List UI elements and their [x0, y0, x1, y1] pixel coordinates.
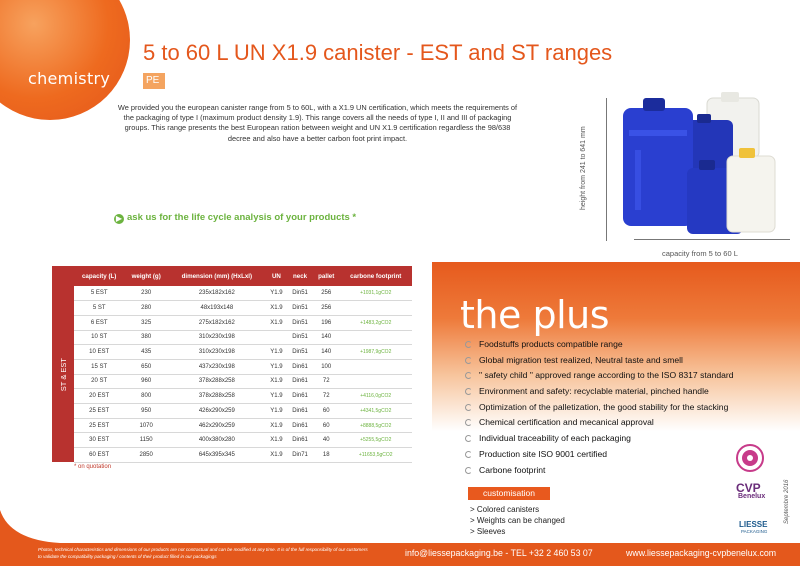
plus-item [465, 370, 734, 386]
plus-item-text: Carbone footprint [479, 464, 546, 475]
table-cell: +11653,5gCO2 [339, 448, 412, 463]
table-cell: +5255,5gCO2 [339, 433, 412, 448]
table-cell: Din61 [287, 359, 313, 374]
table-header-cell: dimension (mm) (HxLxl) [168, 266, 266, 286]
table-cell: Din51 [287, 345, 313, 360]
table-row [52, 389, 412, 404]
plus-item [465, 402, 734, 418]
bullet-icon [465, 372, 472, 379]
table-header-cell: neck [287, 266, 313, 286]
table-cell [339, 359, 412, 374]
table-cell: 400x380x280 [168, 433, 266, 448]
table-cell: 462x290x259 [168, 418, 266, 433]
table-cell: +8888,5gCO2 [339, 418, 412, 433]
table-cell: 25 EST [74, 404, 124, 419]
table-cell [339, 374, 412, 389]
bullet-icon [465, 451, 472, 458]
table-cell: 256 [313, 286, 339, 301]
table-cell: 20 ST [74, 374, 124, 389]
logo-benelux-text: Benelux [738, 493, 766, 500]
table-cell: Din61 [287, 433, 313, 448]
table-row [52, 286, 412, 301]
table-cell: Din51 [287, 330, 313, 345]
material-badge: PE [143, 73, 165, 89]
customisation-item: > Weights can be changed [470, 516, 565, 525]
table-side-label [52, 286, 74, 462]
table-header-cell: weight (g) [124, 266, 168, 286]
table-row [52, 301, 412, 316]
table-cell: 48x193x148 [168, 301, 266, 316]
table-cell: 310x230x198 [168, 345, 266, 360]
customisation-list [470, 504, 565, 537]
bullet-icon [465, 388, 472, 395]
logo-packaging-text: PACKAGING [741, 529, 768, 534]
table-cell: 10 EST [74, 345, 124, 360]
table-cell: +4116,0gCO2 [339, 389, 412, 404]
table-footnote: * on quotation [74, 464, 112, 470]
plus-item [465, 433, 734, 449]
table-cell: X1.9 [266, 418, 287, 433]
table-cell: 800 [124, 389, 168, 404]
table-cell: Y1.9 [266, 404, 287, 419]
plus-item [465, 449, 734, 465]
table-cell: 645x395x345 [168, 448, 266, 463]
table-cell: 230 [124, 286, 168, 301]
section-label: chemistry [28, 69, 111, 88]
table-side-text: ST & EST [58, 357, 68, 391]
table-cell: 256 [313, 301, 339, 316]
table-cell: 426x290x259 [168, 404, 266, 419]
table-cell: Din61 [287, 404, 313, 419]
customisation-item: > Colored canisters [470, 505, 540, 514]
table-cell [339, 330, 412, 345]
table-row [52, 315, 412, 330]
table-cell: Din61 [287, 389, 313, 404]
footer-contact[interactable]: info@liessepackaging.be - TEL +32 2 460 53 07 [405, 548, 593, 558]
plus-item-text: " safety child " approved range according to the ISO 8317 standard [479, 370, 734, 381]
table-cell: 72 [313, 374, 339, 389]
table-row [52, 345, 412, 360]
table-cell: 20 EST [74, 389, 124, 404]
table-cell: 1070 [124, 418, 168, 433]
table-cell: 60 [313, 404, 339, 419]
lca-link[interactable] [114, 212, 356, 224]
bullet-icon [465, 357, 472, 364]
lca-link-text: ask us for the life cycle analysis of your products * [127, 212, 357, 223]
table-header-cell: capacity (L) [74, 266, 124, 286]
table-cell: 140 [313, 330, 339, 345]
table-cell: Din71 [287, 448, 313, 463]
plus-item [465, 339, 734, 355]
table-row [52, 330, 412, 345]
plus-item [465, 386, 734, 402]
table-cell: 18 [313, 448, 339, 463]
table-row [52, 359, 412, 374]
table-cell: 72 [313, 389, 339, 404]
plus-title: the plus [460, 293, 610, 337]
table-cell: 25 EST [74, 418, 124, 433]
plus-item [465, 417, 734, 433]
table-cell [266, 330, 287, 345]
plus-item-text: Production site ISO 9001 certified [479, 448, 608, 459]
table-cell: Din51 [287, 286, 313, 301]
table-cell: Y1.9 [266, 389, 287, 404]
table-cell: X1.9 [266, 448, 287, 463]
arrow-right-icon: ▶ [115, 214, 123, 223]
table-header-spacer [52, 266, 74, 286]
table-cell: Din51 [287, 301, 313, 316]
table-cell: Din61 [287, 418, 313, 433]
table-cell: 235x182x162 [168, 286, 266, 301]
table-cell: 280 [124, 301, 168, 316]
table-row [52, 448, 412, 463]
table-cell: Din61 [287, 374, 313, 389]
plus-item-text: Optimization of the palletization, the good stability for the stacking [479, 401, 729, 412]
capacity-label: capacity from 5 to 60 L [662, 249, 738, 258]
table-row [52, 418, 412, 433]
table-cell: 325 [124, 315, 168, 330]
customisation-badge: customisation [468, 487, 550, 500]
table-cell: Din51 [287, 315, 313, 330]
table-cell: 950 [124, 404, 168, 419]
plus-item [465, 355, 734, 371]
bullet-icon [465, 419, 472, 426]
bullet-icon [465, 341, 472, 348]
table-cell: 40 [313, 433, 339, 448]
table-row [52, 374, 412, 389]
table-cell: +1031,1gCO2 [339, 286, 412, 301]
plus-item-text: Global migration test realized, Neutral taste and smell [479, 354, 683, 365]
table-cell: 30 EST [74, 433, 124, 448]
table-header-cell: UN [266, 266, 287, 286]
table-cell: 100 [313, 359, 339, 374]
plus-list [465, 339, 734, 480]
table-cell: 650 [124, 359, 168, 374]
table-cell: Y1.9 [266, 345, 287, 360]
height-label: height from 241 to 641 mm [580, 126, 587, 210]
footer-website-link[interactable]: www.liessepackaging-cvpbenelux.com [626, 548, 777, 558]
chemistry-circle [0, 0, 130, 120]
table-cell: Y1.9 [266, 286, 287, 301]
table-cell: 5 ST [74, 301, 124, 316]
table-cell [339, 301, 412, 316]
plus-item-text: Chemical certification and mecanical approval [479, 417, 654, 428]
bullet-icon [465, 435, 472, 442]
plus-item-text: Environment and safety: recyclable material, pinched handle [479, 386, 709, 397]
plus-item-text: Individual traceability of each packaging [479, 433, 631, 444]
bullet-icon [465, 404, 472, 411]
table-cell: +1987,9gCO2 [339, 345, 412, 360]
table-cell: 378x288x258 [168, 389, 266, 404]
table-header-cell: carbone footprint [339, 266, 412, 286]
table-cell: 380 [124, 330, 168, 345]
document-date: Septembre 2016 [784, 479, 790, 524]
table-cell: 275x182x162 [168, 315, 266, 330]
footer-disclaimer: Photos, technical characteristics and dimensions of our products are not contractual and can be modified at any time. It is of the full responsibility of our customers to validate the compatibility packaging / contents of their product filled in our packagings [38, 547, 368, 559]
table-cell: 310x230x198 [168, 330, 266, 345]
table-cell: 960 [124, 374, 168, 389]
customisation-item: > Sleeves [470, 527, 506, 536]
table-cell: 10 ST [74, 330, 124, 345]
bullet-icon [465, 467, 472, 474]
footer-swoosh [0, 510, 60, 550]
table-row [52, 433, 412, 448]
table-cell: 60 EST [74, 448, 124, 463]
table-header-row [52, 266, 412, 286]
table-cell: 1150 [124, 433, 168, 448]
table-cell: 378x288x258 [168, 374, 266, 389]
spec-table [52, 266, 412, 463]
canisters-image [595, 90, 795, 240]
table-cell: 437x230x198 [168, 359, 266, 374]
logo-cvp-text: CVP [736, 481, 761, 495]
page-title: 5 to 60 L UN X1.9 canister - EST and ST ranges [143, 40, 613, 65]
table-cell: X1.9 [266, 315, 287, 330]
table-cell: +1483,2gCO2 [339, 315, 412, 330]
table-cell: 6 EST [74, 315, 124, 330]
table-cell: X1.9 [266, 433, 287, 448]
table-cell: 2850 [124, 448, 168, 463]
table-cell: 196 [313, 315, 339, 330]
plus-item-text: Foodstuffs products compatible range [479, 339, 623, 349]
table-cell: X1.9 [266, 374, 287, 389]
table-cell: Y1.9 [266, 359, 287, 374]
table-row [52, 404, 412, 419]
table-cell: 5 EST [74, 286, 124, 301]
table-cell: 435 [124, 345, 168, 360]
table-cell: +4341,5gCO2 [339, 404, 412, 419]
table-cell: 15 ST [74, 359, 124, 374]
logo-liesse-text: LIESSE [739, 520, 768, 529]
intro-text: We provided you the european canister range from 5 to 60L, with a X1.9 UN certification, which meets the requirements of the packaging of type I (maximum product density 1.9). This range covers all the needs of type I, II and III of packaging groups. This range presents the best European ration between weight and UN X1.9 certification regardless the 98/638 decree and also have a better carbon foot print impact. [117, 103, 518, 143]
table-header-cell: pallet [313, 266, 339, 286]
table-cell: 60 [313, 418, 339, 433]
plus-item [465, 465, 734, 481]
table-cell: 140 [313, 345, 339, 360]
table-cell: X1.9 [266, 301, 287, 316]
